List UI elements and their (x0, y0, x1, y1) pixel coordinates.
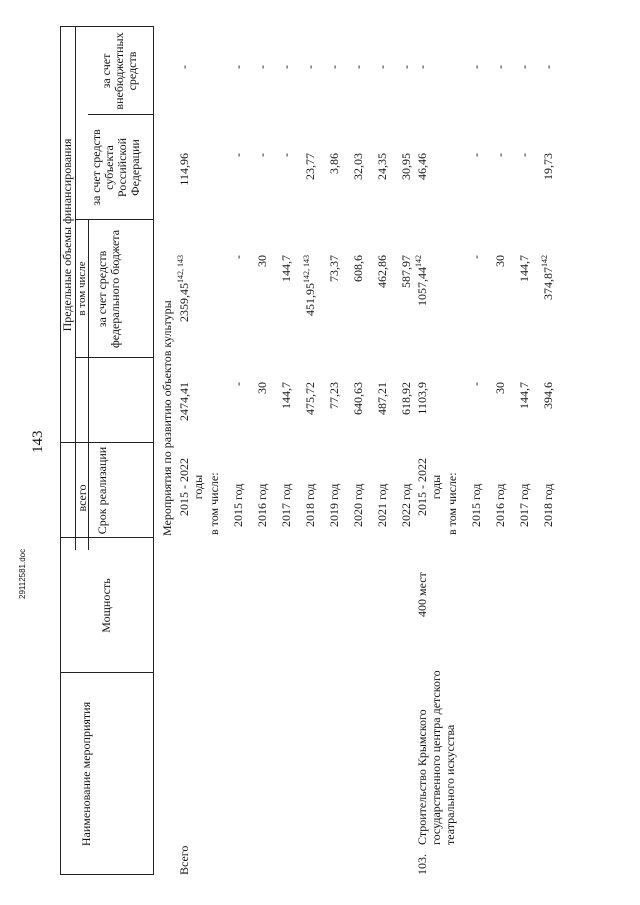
row-regional (255, 153, 269, 205)
row-extra (469, 65, 483, 85)
row-federal-value: 451,95 (303, 283, 317, 316)
row-total-value: 640,63 (351, 382, 365, 415)
row-total-value: 2474,41 (177, 382, 191, 421)
row-federal (375, 255, 389, 345)
row-extra-value: - (399, 65, 413, 69)
row-federal (541, 255, 555, 345)
row-regional-value: 114,96 (177, 153, 191, 186)
row-federal (177, 255, 191, 345)
row-regional-value: - (231, 153, 245, 157)
footnote-ref: 142 (414, 255, 423, 267)
row-extra-value: - (177, 65, 191, 69)
row-regional-value: 32,03 (351, 153, 365, 180)
row-regional-value: 23,77 (303, 153, 317, 180)
row-regional (399, 153, 413, 205)
header-limits: Предельные объемы финансирования (60, 138, 74, 332)
row-federal-value: 374,87 (541, 267, 555, 300)
row-extra-value: - (469, 65, 483, 69)
row-extra-value: - (351, 65, 365, 69)
row-total-value: 30 (493, 382, 507, 394)
item-capacity: 400 мест (415, 572, 429, 617)
row-regional-value: - (517, 153, 531, 157)
row-total (327, 382, 341, 440)
header-capacity: Мощность (99, 578, 113, 633)
footnote-ref: 142, 143 (176, 255, 185, 283)
row-regional-value: 3,86 (327, 153, 341, 174)
row-extra (351, 65, 365, 85)
rule-v-total (75, 357, 154, 358)
row-total (231, 382, 245, 440)
row-period: 2022 год (399, 483, 413, 527)
row-period: 2016 год (255, 483, 269, 527)
row-total (255, 382, 269, 440)
row-extra-value: - (493, 65, 507, 69)
row-period: 2017 год (279, 483, 293, 527)
row-total (541, 382, 555, 440)
row-federal-value: - (469, 255, 483, 259)
row-federal (351, 255, 365, 345)
row-total-value: 1103,9 (415, 382, 429, 415)
row-total (415, 382, 429, 440)
row-federal-value: 30 (255, 255, 269, 267)
row-total (351, 382, 365, 440)
row-extra-value: - (255, 65, 269, 69)
header-including: в том числе (76, 261, 88, 316)
row-total (177, 382, 191, 440)
row-federal-value: 2359,45 (177, 283, 191, 322)
row-regional (415, 153, 429, 205)
row-federal (493, 255, 507, 345)
row-regional (375, 153, 389, 205)
total-label: Всего (177, 845, 191, 875)
row-extra (255, 65, 269, 85)
row-period: в том числе: (445, 472, 459, 535)
row-period: 2015 год (231, 483, 245, 527)
rule-v-federal (75, 219, 154, 220)
row-extra-value: - (375, 65, 389, 69)
row-regional-value: 24,35 (375, 153, 389, 180)
rule-header-bottom (153, 27, 154, 875)
row-total (469, 382, 483, 440)
row-period: 2015 - 2022 годы (177, 458, 205, 516)
row-regional-value: - (469, 153, 483, 157)
header-extrabudget: за счет внебюджетных средств (99, 32, 139, 110)
row-regional (231, 153, 245, 205)
row-extra-value: - (279, 65, 293, 69)
footnote-ref: 142, 143 (302, 255, 311, 283)
row-period: 2021 год (375, 483, 389, 527)
row-extra-value: - (327, 65, 341, 69)
row-extra (231, 65, 245, 85)
row-period: 2018 год (541, 483, 555, 527)
row-total-value: 30 (255, 382, 269, 394)
row-federal (415, 255, 429, 345)
row-federal (231, 255, 245, 345)
row-regional (469, 153, 483, 205)
row-extra-value: - (415, 65, 429, 69)
row-total-value: 144,7 (279, 382, 293, 409)
header-name: Наименование мероприятия (79, 701, 93, 847)
rule-v-left (60, 874, 154, 875)
row-federal-value: 144,7 (517, 255, 531, 282)
row-total (303, 382, 317, 440)
row-extra-value: - (517, 65, 531, 69)
row-federal (255, 255, 269, 345)
row-regional-value: 46,46 (415, 153, 429, 180)
row-federal-value: 608,6 (351, 255, 365, 282)
row-federal (303, 255, 317, 345)
row-total-value: - (469, 382, 483, 386)
row-federal-value: 462,86 (375, 255, 389, 288)
row-extra-value: - (541, 65, 555, 69)
row-period: 2015 - 2022 годы (415, 458, 443, 516)
row-extra-value: - (231, 65, 245, 69)
row-total-value: 144,7 (517, 382, 531, 409)
row-total (493, 382, 507, 440)
row-period: 2020 год (351, 483, 365, 527)
row-federal-value: 30 (493, 255, 507, 267)
row-extra (415, 65, 429, 85)
row-regional (351, 153, 365, 205)
row-federal-value: 73,37 (327, 255, 341, 282)
row-regional-value: - (255, 153, 269, 157)
item-number: 103. (415, 854, 429, 875)
row-regional-value: - (493, 153, 507, 157)
row-regional-value: - (279, 153, 293, 157)
row-total (399, 382, 413, 440)
row-period: 2018 год (303, 483, 317, 527)
row-total-value: 475,72 (303, 382, 317, 415)
section-title: Мероприятия по развитию объектов культуры (160, 300, 174, 536)
page-number: 143 (30, 430, 46, 453)
header-federal: за счет средств федерального бюджета (95, 229, 122, 349)
row-federal (279, 255, 293, 345)
row-extra-value: - (303, 65, 317, 69)
rule-v-term (60, 442, 154, 443)
row-federal-value: 144,7 (279, 255, 293, 282)
row-total-value: 77,23 (327, 382, 341, 409)
row-total (375, 382, 389, 440)
row-extra (493, 65, 507, 85)
row-extra (279, 65, 293, 85)
row-period: 2016 год (493, 483, 507, 527)
row-regional (279, 153, 293, 205)
row-regional (303, 153, 317, 205)
row-regional (541, 153, 555, 205)
row-total-value: 394,6 (541, 382, 555, 409)
row-federal-value: - (231, 255, 245, 259)
row-total (517, 382, 531, 440)
row-extra (399, 65, 413, 85)
row-extra (375, 65, 389, 85)
item-name: Строительство Крымского государственного центра детского театрального искусства (415, 670, 457, 845)
row-federal-value: 1057,44 (415, 267, 429, 306)
row-extra (541, 65, 555, 85)
row-period: в том числе: (207, 472, 221, 535)
rule-v-regional (88, 114, 154, 115)
header-regional: за счет средств субъекта Российской Федерации (89, 129, 142, 206)
row-extra (303, 65, 317, 85)
row-extra (177, 65, 191, 85)
row-total-value: 618,92 (399, 382, 413, 415)
header-total: всего (75, 484, 89, 512)
rule-v-name (60, 672, 154, 673)
row-extra (517, 65, 531, 85)
row-federal (327, 255, 341, 345)
header-term: Срок реализации (95, 446, 109, 535)
row-total-value: 487,21 (375, 382, 389, 415)
row-regional (327, 153, 341, 205)
rule-v-right (60, 26, 154, 27)
row-federal-value: 587,97 (399, 255, 413, 288)
row-period: 2017 год (517, 483, 531, 527)
row-federal (469, 255, 483, 345)
row-period: 2019 год (327, 483, 341, 527)
footer-filename: 29112581.doc (18, 548, 27, 599)
row-total (279, 382, 293, 440)
row-total-value: - (231, 382, 245, 386)
row-regional-value: 19,73 (541, 153, 555, 180)
row-period: 2015 год (469, 483, 483, 527)
row-regional (517, 153, 531, 205)
row-extra (327, 65, 341, 85)
row-regional (493, 153, 507, 205)
row-federal (399, 255, 413, 345)
row-regional (177, 153, 191, 205)
footnote-ref: 142 (540, 255, 549, 267)
rule-v-capacity (60, 537, 154, 538)
row-federal (517, 255, 531, 345)
row-regional-value: 30,95 (399, 153, 413, 180)
